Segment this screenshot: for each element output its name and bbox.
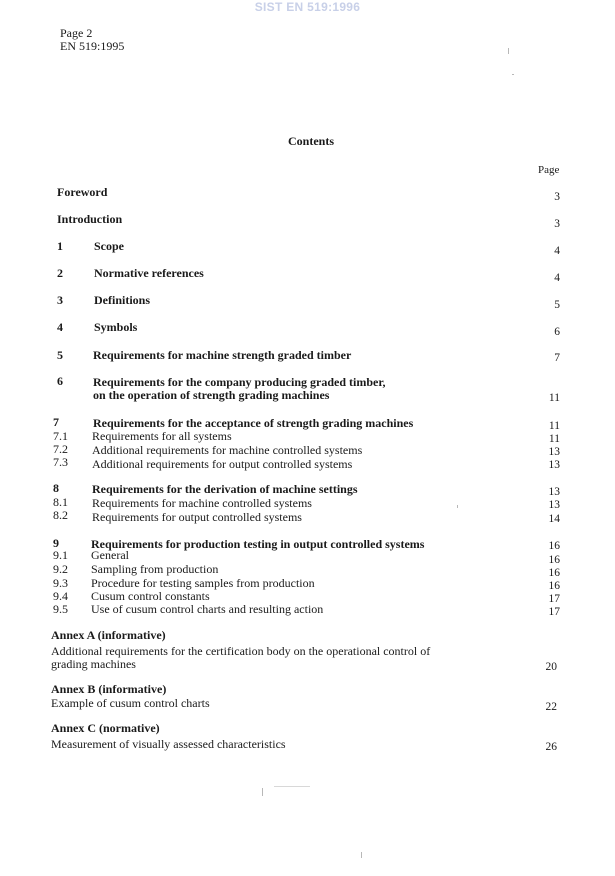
- annex-c-heading[interactable]: Annex C (normative): [51, 721, 160, 735]
- toc-page-additional-machine-controlled: 13: [548, 446, 560, 458]
- standard-number-header: EN 519:1995: [60, 39, 125, 53]
- toc-entry-cusum-control-constants[interactable]: Cusum control constants: [91, 589, 210, 603]
- toc-entry-use-of-cusum-charts[interactable]: Use of cusum control charts and resulting action: [91, 602, 324, 616]
- toc-num-5: 5: [57, 348, 63, 362]
- toc-num-9-5: 9.5: [53, 602, 68, 616]
- toc-entry-production-testing[interactable]: Requirements for production testing in output controlled systems: [91, 537, 425, 551]
- toc-entry-company-producing-graded-timber[interactable]: Requirements for the company producing graded timber,: [93, 375, 386, 389]
- toc-page-introduction: 3: [554, 218, 560, 230]
- page-number-header: Page 2: [60, 26, 93, 40]
- annex-c-title[interactable]: Measurement of visually assessed characteristics: [51, 737, 286, 751]
- toc-page-definitions: 5: [554, 299, 560, 311]
- toc-num-7-1: 7.1: [53, 429, 68, 443]
- annex-c-page: 26: [545, 741, 557, 753]
- toc-page-sampling-from-production: 16: [548, 567, 560, 579]
- toc-entry-general[interactable]: General: [91, 548, 129, 562]
- toc-page-procedure-testing-samples: 16: [548, 580, 560, 592]
- toc-entry-introduction[interactable]: Introduction: [57, 212, 123, 226]
- toc-entry-output-controlled-systems[interactable]: Requirements for output controlled systems: [92, 510, 302, 524]
- scan-speck: [512, 74, 514, 75]
- toc-entry-acceptance-of-grading-machines[interactable]: Requirements for the acceptance of strength grading machines: [93, 416, 414, 430]
- toc-num-7-3: 7.3: [53, 455, 68, 469]
- contents-title: Contents: [288, 134, 335, 148]
- watermark: SIST EN 519:1996: [254, 0, 361, 14]
- toc-entry-scope[interactable]: Scope: [94, 239, 124, 253]
- toc-num-3: 3: [57, 293, 63, 307]
- annex-a-page: 20: [545, 661, 557, 673]
- toc-num-2: 2: [57, 266, 63, 280]
- toc-entry-definitions[interactable]: Definitions: [94, 293, 151, 307]
- scan-speck: [262, 788, 263, 796]
- toc-num-9-1: 9.1: [53, 548, 68, 562]
- toc-page-foreword: 3: [554, 191, 560, 203]
- toc-entry-machine-controlled-systems[interactable]: Requirements for machine controlled systems: [92, 496, 312, 510]
- toc-num-8-1: 8.1: [53, 495, 68, 509]
- toc-num-8: 8: [53, 481, 59, 495]
- toc-page-general: 16: [548, 554, 560, 566]
- toc-entry-machine-strength-graded-timber[interactable]: Requirements for machine strength graded timber: [93, 348, 352, 362]
- toc-page-cusum-control-constants: 17: [548, 593, 560, 605]
- scan-speck: [361, 852, 362, 858]
- toc-page-requirements-all-systems: 11: [548, 433, 560, 445]
- toc-page-scope: 4: [554, 245, 560, 257]
- toc-entry-derivation-machine-settings[interactable]: Requirements for the derivation of machine settings: [92, 482, 358, 496]
- toc-page-additional-output-controlled: 13: [548, 459, 560, 471]
- toc-entry-symbols[interactable]: Symbols: [94, 320, 138, 334]
- annex-b-heading[interactable]: Annex B (informative): [51, 682, 167, 696]
- toc-page-machine-strength-graded-timber: 7: [554, 352, 560, 364]
- toc-num-7-2: 7.2: [53, 442, 68, 456]
- toc-entry-additional-machine-controlled[interactable]: Additional requirements for machine controlled systems: [92, 443, 363, 457]
- scan-speck: [457, 505, 458, 508]
- toc-page-normative-references: 4: [554, 272, 560, 284]
- toc-page-production-testing: 16: [548, 540, 560, 552]
- toc-entry-sampling-from-production[interactable]: Sampling from production: [91, 562, 219, 576]
- toc-num-9-3: 9.3: [53, 576, 68, 590]
- toc-num-7: 7: [53, 415, 59, 429]
- toc-page-output-controlled-systems: 14: [548, 513, 560, 525]
- annex-a-title-line2[interactable]: grading machines: [51, 657, 136, 671]
- toc-entry-procedure-testing-samples[interactable]: Procedure for testing samples from production: [91, 576, 315, 590]
- toc-num-9-2: 9.2: [53, 562, 68, 576]
- toc-num-8-2: 8.2: [53, 508, 68, 522]
- toc-num-6: 6: [57, 374, 63, 388]
- toc-entry-foreword[interactable]: Foreword: [57, 185, 108, 199]
- page-column-label: Page: [538, 164, 560, 176]
- toc-num-9: 9: [53, 536, 59, 550]
- annex-a-title[interactable]: Additional requirements for the certification body on the operational control of: [51, 644, 431, 658]
- scan-speck: [508, 48, 509, 54]
- toc-entry-requirements-all-systems[interactable]: Requirements for all systems: [92, 429, 232, 443]
- annex-b-title[interactable]: Example of cusum control charts: [51, 696, 210, 710]
- toc-num-9-4: 9.4: [53, 589, 68, 603]
- toc-page-machine-controlled-systems: 13: [548, 499, 560, 511]
- toc-page-symbols: 6: [554, 326, 560, 338]
- toc-page-use-of-cusum-charts: 17: [548, 606, 560, 618]
- scan-speck: [274, 786, 310, 787]
- toc-page-acceptance-of-grading-machines: 11: [548, 420, 560, 432]
- annex-a-heading[interactable]: Annex A (informative): [51, 628, 166, 642]
- toc-num-4: 4: [57, 320, 63, 334]
- toc-page-derivation-machine-settings: 13: [548, 486, 560, 498]
- toc-page-company-producing-graded-timber: 11: [548, 392, 560, 404]
- toc-entry-company-producing-graded-timber-line2[interactable]: on the operation of strength grading machines: [93, 388, 330, 402]
- toc-entry-normative-references[interactable]: Normative references: [94, 266, 204, 280]
- annex-b-page: 22: [545, 701, 557, 713]
- toc-num-1: 1: [57, 239, 63, 253]
- toc-entry-additional-output-controlled[interactable]: Additional requirements for output controlled systems: [92, 457, 353, 471]
